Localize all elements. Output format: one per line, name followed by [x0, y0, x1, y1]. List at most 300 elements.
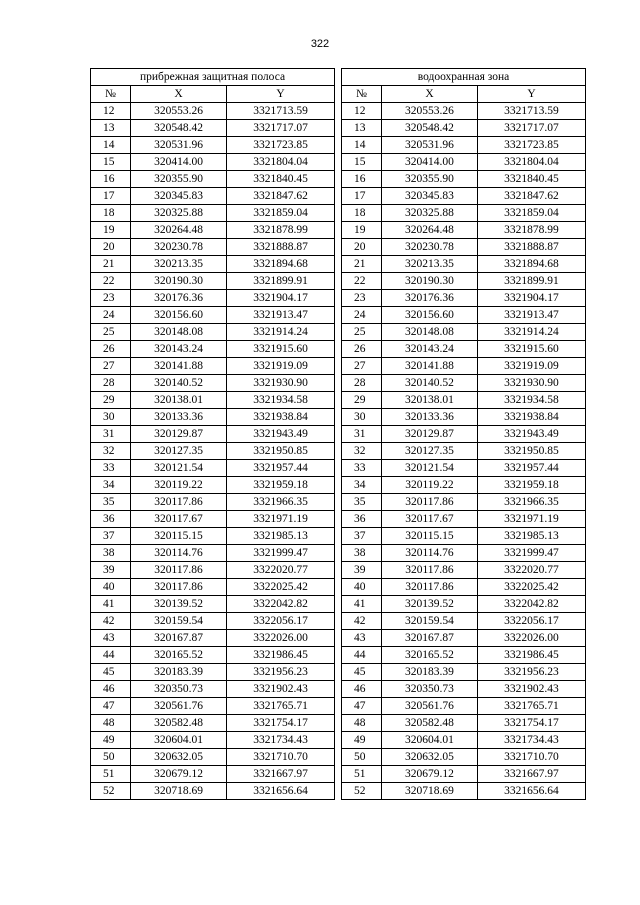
table-row [341, 477, 585, 494]
table-row [91, 103, 335, 120]
table-row [341, 188, 585, 205]
column-header-x: X [381, 86, 477, 103]
point-number-cell: 33 [91, 460, 131, 477]
point-number-cell: 25 [91, 324, 131, 341]
table-row [91, 630, 335, 647]
x-coordinate-cell: 320553.26 [381, 103, 477, 120]
y-coordinate-cell: 3322020.77 [477, 562, 585, 579]
table-row [341, 494, 585, 511]
table-row [91, 715, 335, 732]
point-number-cell: 42 [341, 613, 381, 630]
table-row [91, 307, 335, 324]
table-row [91, 613, 335, 630]
x-coordinate-cell: 320548.42 [381, 120, 477, 137]
x-coordinate-cell: 320582.48 [131, 715, 227, 732]
y-coordinate-cell: 3321667.97 [227, 766, 335, 783]
table-row [341, 341, 585, 358]
point-number-cell: 45 [91, 664, 131, 681]
y-coordinate-cell: 3321959.18 [477, 477, 585, 494]
x-coordinate-cell: 320133.36 [131, 409, 227, 426]
y-coordinate-cell: 3321999.47 [227, 545, 335, 562]
y-coordinate-cell: 3321840.45 [477, 171, 585, 188]
x-coordinate-cell: 320117.86 [131, 562, 227, 579]
point-number-cell: 48 [91, 715, 131, 732]
point-number-cell: 38 [91, 545, 131, 562]
table-row [341, 698, 585, 715]
table-row [341, 528, 585, 545]
table-body [91, 103, 335, 800]
x-coordinate-cell: 320159.54 [131, 613, 227, 630]
table-caption: прибрежная защитная полоса [91, 69, 335, 86]
x-coordinate-cell: 320156.60 [381, 307, 477, 324]
y-coordinate-cell: 3321899.91 [477, 273, 585, 290]
table-row [91, 766, 335, 783]
y-coordinate-cell: 3321667.97 [477, 766, 585, 783]
table-row [91, 188, 335, 205]
y-coordinate-cell: 3321959.18 [227, 477, 335, 494]
table-row [91, 698, 335, 715]
point-number-cell: 34 [341, 477, 381, 494]
table-row [91, 358, 335, 375]
x-coordinate-cell: 320140.52 [131, 375, 227, 392]
table-row [341, 324, 585, 341]
table-row [91, 256, 335, 273]
y-coordinate-cell: 3321919.09 [477, 358, 585, 375]
x-coordinate-cell: 320148.08 [381, 324, 477, 341]
point-number-cell: 37 [341, 528, 381, 545]
point-number-cell: 26 [341, 341, 381, 358]
point-number-cell: 51 [91, 766, 131, 783]
point-number-cell: 23 [341, 290, 381, 307]
x-coordinate-cell: 320345.83 [381, 188, 477, 205]
table-row [341, 205, 585, 222]
table-row [91, 647, 335, 664]
table-row [91, 341, 335, 358]
table-row [91, 273, 335, 290]
point-number-cell: 50 [91, 749, 131, 766]
point-number-cell: 36 [91, 511, 131, 528]
table-row [341, 613, 585, 630]
y-coordinate-cell: 3321734.43 [227, 732, 335, 749]
x-coordinate-cell: 320117.67 [131, 511, 227, 528]
point-number-cell: 40 [91, 579, 131, 596]
table-row [91, 528, 335, 545]
x-coordinate-cell: 320156.60 [131, 307, 227, 324]
table-row [341, 732, 585, 749]
x-coordinate-cell: 320121.54 [131, 460, 227, 477]
point-number-cell: 45 [341, 664, 381, 681]
point-number-cell: 40 [341, 579, 381, 596]
x-coordinate-cell: 320141.88 [381, 358, 477, 375]
x-coordinate-cell: 320143.24 [381, 341, 477, 358]
point-number-cell: 15 [91, 154, 131, 171]
coordinate-tables [90, 68, 586, 800]
point-number-cell: 27 [91, 358, 131, 375]
y-coordinate-cell: 3321938.84 [477, 409, 585, 426]
x-coordinate-cell: 320561.76 [131, 698, 227, 715]
y-coordinate-cell: 3321930.90 [477, 375, 585, 392]
point-number-cell: 29 [341, 392, 381, 409]
point-number-cell: 24 [341, 307, 381, 324]
point-number-cell: 35 [91, 494, 131, 511]
y-coordinate-cell: 3321859.04 [477, 205, 585, 222]
y-coordinate-cell: 3322026.00 [477, 630, 585, 647]
x-coordinate-cell: 320183.39 [381, 664, 477, 681]
x-coordinate-cell: 320632.05 [381, 749, 477, 766]
point-number-cell: 19 [91, 222, 131, 239]
point-number-cell: 20 [91, 239, 131, 256]
y-coordinate-cell: 3321930.90 [227, 375, 335, 392]
y-coordinate-cell: 3321950.85 [477, 443, 585, 460]
x-coordinate-cell: 320190.30 [131, 273, 227, 290]
point-number-cell: 22 [341, 273, 381, 290]
point-number-cell: 52 [341, 783, 381, 800]
x-coordinate-cell: 320531.96 [381, 137, 477, 154]
y-coordinate-cell: 3321914.24 [227, 324, 335, 341]
table-row [91, 137, 335, 154]
column-header-number: № [341, 86, 381, 103]
table-row [91, 222, 335, 239]
point-number-cell: 26 [91, 341, 131, 358]
table-row [91, 579, 335, 596]
table-row [341, 630, 585, 647]
point-number-cell: 36 [341, 511, 381, 528]
point-number-cell: 46 [341, 681, 381, 698]
x-coordinate-cell: 320230.78 [381, 239, 477, 256]
point-number-cell: 25 [341, 324, 381, 341]
x-coordinate-cell: 320414.00 [131, 154, 227, 171]
point-number-cell: 23 [91, 290, 131, 307]
table-row [341, 562, 585, 579]
point-number-cell: 33 [341, 460, 381, 477]
coastal-protection-strip-table [90, 68, 335, 800]
point-number-cell: 29 [91, 392, 131, 409]
y-coordinate-cell: 3321878.99 [477, 222, 585, 239]
table-row [341, 222, 585, 239]
column-header-y: Y [477, 86, 585, 103]
point-number-cell: 12 [341, 103, 381, 120]
y-coordinate-cell: 3322056.17 [227, 613, 335, 630]
x-coordinate-cell: 320119.22 [131, 477, 227, 494]
table-row [91, 375, 335, 392]
point-number-cell: 30 [91, 409, 131, 426]
table-row [341, 375, 585, 392]
table-row [341, 171, 585, 188]
table-row [91, 749, 335, 766]
table-row [341, 579, 585, 596]
table-row [91, 732, 335, 749]
x-coordinate-cell: 320176.36 [381, 290, 477, 307]
point-number-cell: 28 [341, 375, 381, 392]
table-row [91, 392, 335, 409]
point-number-cell: 17 [91, 188, 131, 205]
table-row [341, 358, 585, 375]
point-number-cell: 48 [341, 715, 381, 732]
table-row [91, 664, 335, 681]
y-coordinate-cell: 3322020.77 [227, 562, 335, 579]
table-row [91, 681, 335, 698]
table-row [341, 103, 585, 120]
x-coordinate-cell: 320264.48 [131, 222, 227, 239]
x-coordinate-cell: 320230.78 [131, 239, 227, 256]
x-coordinate-cell: 320159.54 [381, 613, 477, 630]
x-coordinate-cell: 320679.12 [381, 766, 477, 783]
y-coordinate-cell: 3322056.17 [477, 613, 585, 630]
table-row [341, 239, 585, 256]
x-coordinate-cell: 320548.42 [131, 120, 227, 137]
y-coordinate-cell: 3321840.45 [227, 171, 335, 188]
point-number-cell: 21 [341, 256, 381, 273]
x-coordinate-cell: 320718.69 [131, 783, 227, 800]
table-row [341, 766, 585, 783]
y-coordinate-cell: 3321859.04 [227, 205, 335, 222]
point-number-cell: 50 [341, 749, 381, 766]
y-coordinate-cell: 3321710.70 [477, 749, 585, 766]
y-coordinate-cell: 3321904.17 [227, 290, 335, 307]
y-coordinate-cell: 3321985.13 [477, 528, 585, 545]
point-number-cell: 38 [341, 545, 381, 562]
table-row [91, 154, 335, 171]
point-number-cell: 51 [341, 766, 381, 783]
x-coordinate-cell: 320414.00 [381, 154, 477, 171]
y-coordinate-cell: 3321717.07 [227, 120, 335, 137]
point-number-cell: 41 [341, 596, 381, 613]
y-coordinate-cell: 3321971.19 [227, 511, 335, 528]
x-coordinate-cell: 320264.48 [381, 222, 477, 239]
y-coordinate-cell: 3321950.85 [227, 443, 335, 460]
point-number-cell: 16 [91, 171, 131, 188]
x-coordinate-cell: 320140.52 [381, 375, 477, 392]
y-coordinate-cell: 3321888.87 [477, 239, 585, 256]
x-coordinate-cell: 320114.76 [131, 545, 227, 562]
point-number-cell: 28 [91, 375, 131, 392]
point-number-cell: 46 [91, 681, 131, 698]
y-coordinate-cell: 3321934.58 [227, 392, 335, 409]
table-row [341, 137, 585, 154]
y-coordinate-cell: 3321956.23 [227, 664, 335, 681]
y-coordinate-cell: 3321943.49 [227, 426, 335, 443]
table-row [91, 596, 335, 613]
y-coordinate-cell: 3321919.09 [227, 358, 335, 375]
y-coordinate-cell: 3321957.44 [477, 460, 585, 477]
x-coordinate-cell: 320138.01 [381, 392, 477, 409]
table-row [341, 596, 585, 613]
point-number-cell: 47 [91, 698, 131, 715]
water-protection-zone-table [341, 68, 586, 800]
table-row [91, 120, 335, 137]
x-coordinate-cell: 320115.15 [131, 528, 227, 545]
y-coordinate-cell: 3321957.44 [227, 460, 335, 477]
x-coordinate-cell: 320114.76 [381, 545, 477, 562]
table-caption: водоохранная зона [341, 69, 585, 86]
point-number-cell: 19 [341, 222, 381, 239]
y-coordinate-cell: 3321754.17 [477, 715, 585, 732]
table-row [91, 460, 335, 477]
y-coordinate-cell: 3321847.62 [477, 188, 585, 205]
y-coordinate-cell: 3321888.87 [227, 239, 335, 256]
table-row [341, 664, 585, 681]
table-row [341, 511, 585, 528]
x-coordinate-cell: 320165.52 [381, 647, 477, 664]
y-coordinate-cell: 3322025.42 [477, 579, 585, 596]
y-coordinate-cell: 3322042.82 [477, 596, 585, 613]
x-coordinate-cell: 320129.87 [381, 426, 477, 443]
x-coordinate-cell: 320117.86 [131, 494, 227, 511]
x-coordinate-cell: 320115.15 [381, 528, 477, 545]
x-coordinate-cell: 320345.83 [131, 188, 227, 205]
x-coordinate-cell: 320117.86 [381, 579, 477, 596]
table-row [341, 749, 585, 766]
table-row [91, 545, 335, 562]
y-coordinate-cell: 3321943.49 [477, 426, 585, 443]
x-coordinate-cell: 320119.22 [381, 477, 477, 494]
table-row [91, 443, 335, 460]
x-coordinate-cell: 320213.35 [131, 256, 227, 273]
point-number-cell: 21 [91, 256, 131, 273]
y-coordinate-cell: 3321985.13 [227, 528, 335, 545]
y-coordinate-cell: 3321734.43 [477, 732, 585, 749]
point-number-cell: 12 [91, 103, 131, 120]
y-coordinate-cell: 3321902.43 [227, 681, 335, 698]
y-coordinate-cell: 3322026.00 [227, 630, 335, 647]
table-row [341, 545, 585, 562]
point-number-cell: 52 [91, 783, 131, 800]
y-coordinate-cell: 3321915.60 [477, 341, 585, 358]
x-coordinate-cell: 320604.01 [381, 732, 477, 749]
y-coordinate-cell: 3321913.47 [477, 307, 585, 324]
point-number-cell: 18 [341, 205, 381, 222]
table-row [91, 783, 335, 800]
table-row [341, 273, 585, 290]
x-coordinate-cell: 320176.36 [131, 290, 227, 307]
y-coordinate-cell: 3321902.43 [477, 681, 585, 698]
x-coordinate-cell: 320718.69 [381, 783, 477, 800]
point-number-cell: 15 [341, 154, 381, 171]
y-coordinate-cell: 3321713.59 [477, 103, 585, 120]
page-number: 322 [310, 38, 330, 50]
x-coordinate-cell: 320325.88 [131, 205, 227, 222]
point-number-cell: 34 [91, 477, 131, 494]
table-body [341, 103, 585, 800]
point-number-cell: 13 [341, 120, 381, 137]
point-number-cell: 31 [341, 426, 381, 443]
table-row [341, 715, 585, 732]
table-row [91, 290, 335, 307]
point-number-cell: 16 [341, 171, 381, 188]
x-coordinate-cell: 320148.08 [131, 324, 227, 341]
x-coordinate-cell: 320117.67 [381, 511, 477, 528]
point-number-cell: 42 [91, 613, 131, 630]
table-row [341, 783, 585, 800]
x-coordinate-cell: 320121.54 [381, 460, 477, 477]
x-coordinate-cell: 320604.01 [131, 732, 227, 749]
x-coordinate-cell: 320127.35 [131, 443, 227, 460]
table-row [341, 426, 585, 443]
table-row [341, 681, 585, 698]
x-coordinate-cell: 320167.87 [381, 630, 477, 647]
table-row [91, 171, 335, 188]
table-row [91, 562, 335, 579]
x-coordinate-cell: 320138.01 [131, 392, 227, 409]
point-number-cell: 43 [341, 630, 381, 647]
y-coordinate-cell: 3321804.04 [477, 154, 585, 171]
x-coordinate-cell: 320165.52 [131, 647, 227, 664]
point-number-cell: 14 [341, 137, 381, 154]
x-coordinate-cell: 320143.24 [131, 341, 227, 358]
x-coordinate-cell: 320117.86 [131, 579, 227, 596]
table-row [341, 647, 585, 664]
x-coordinate-cell: 320183.39 [131, 664, 227, 681]
point-number-cell: 47 [341, 698, 381, 715]
x-coordinate-cell: 320117.86 [381, 562, 477, 579]
y-coordinate-cell: 3321804.04 [227, 154, 335, 171]
table-row [91, 426, 335, 443]
y-coordinate-cell: 3321723.85 [227, 137, 335, 154]
y-coordinate-cell: 3321894.68 [227, 256, 335, 273]
point-number-cell: 44 [341, 647, 381, 664]
x-coordinate-cell: 320213.35 [381, 256, 477, 273]
table-row [341, 290, 585, 307]
column-header-y: Y [227, 86, 335, 103]
table-row [341, 256, 585, 273]
point-number-cell: 32 [91, 443, 131, 460]
point-number-cell: 13 [91, 120, 131, 137]
y-coordinate-cell: 3321915.60 [227, 341, 335, 358]
y-coordinate-cell: 3321894.68 [477, 256, 585, 273]
point-number-cell: 24 [91, 307, 131, 324]
table-row [341, 120, 585, 137]
x-coordinate-cell: 320141.88 [131, 358, 227, 375]
x-coordinate-cell: 320355.90 [131, 171, 227, 188]
point-number-cell: 49 [91, 732, 131, 749]
y-coordinate-cell: 3321765.71 [477, 698, 585, 715]
x-coordinate-cell: 320355.90 [381, 171, 477, 188]
table-row [91, 511, 335, 528]
point-number-cell: 14 [91, 137, 131, 154]
y-coordinate-cell: 3322025.42 [227, 579, 335, 596]
table-row [91, 494, 335, 511]
point-number-cell: 31 [91, 426, 131, 443]
x-coordinate-cell: 320632.05 [131, 749, 227, 766]
point-number-cell: 32 [341, 443, 381, 460]
y-coordinate-cell: 3321713.59 [227, 103, 335, 120]
y-coordinate-cell: 3321986.45 [227, 647, 335, 664]
table-row [91, 239, 335, 256]
point-number-cell: 20 [341, 239, 381, 256]
point-number-cell: 30 [341, 409, 381, 426]
y-coordinate-cell: 3322042.82 [227, 596, 335, 613]
y-coordinate-cell: 3321971.19 [477, 511, 585, 528]
y-coordinate-cell: 3321847.62 [227, 188, 335, 205]
y-coordinate-cell: 3321966.35 [477, 494, 585, 511]
x-coordinate-cell: 320679.12 [131, 766, 227, 783]
x-coordinate-cell: 320350.73 [131, 681, 227, 698]
x-coordinate-cell: 320561.76 [381, 698, 477, 715]
point-number-cell: 27 [341, 358, 381, 375]
point-number-cell: 18 [91, 205, 131, 222]
y-coordinate-cell: 3321656.64 [227, 783, 335, 800]
table-row [91, 409, 335, 426]
table-row [341, 409, 585, 426]
column-header-x: X [131, 86, 227, 103]
y-coordinate-cell: 3321754.17 [227, 715, 335, 732]
y-coordinate-cell: 3321723.85 [477, 137, 585, 154]
x-coordinate-cell: 320129.87 [131, 426, 227, 443]
x-coordinate-cell: 320582.48 [381, 715, 477, 732]
x-coordinate-cell: 320139.52 [131, 596, 227, 613]
y-coordinate-cell: 3321938.84 [227, 409, 335, 426]
table-row [91, 477, 335, 494]
